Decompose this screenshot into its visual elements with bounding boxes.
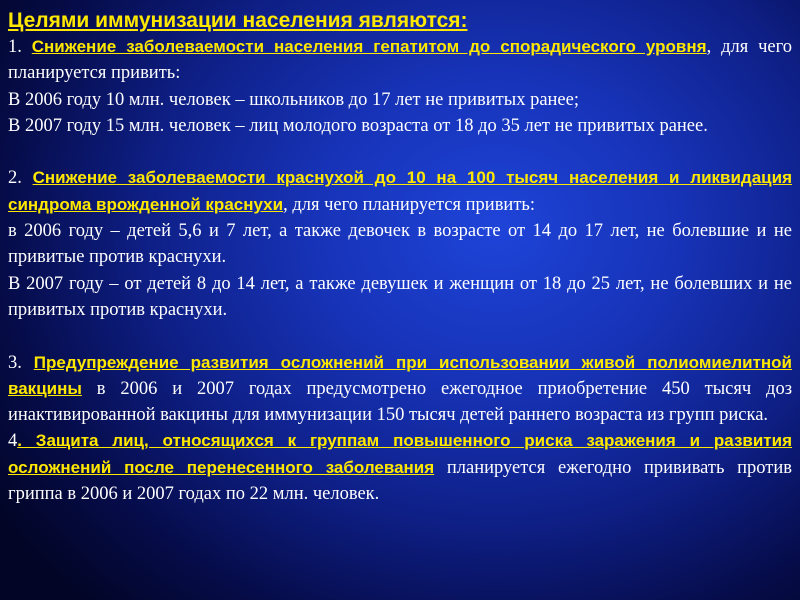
goal-2-detail-1: в 2006 году – детей 5,6 и 7 лет, а также девочек в возрасте от 14 до 17 лет, не болевшие и не привитые против краснухи. <box>8 221 792 268</box>
goal-4-text: планируется ежегодно прививать против гриппа в 2006 и 2007 годах по 22 млн. человек. <box>8 457 793 505</box>
goal-2-text: , для чего планируется привить: <box>283 194 535 215</box>
goal-3-text: в 2006 и 2007 годах предусмотрено ежегодное приобретение 450 тысяч доз инактивированной вакцины для иммунизации 150 тысяч детей раннего возраста из групп риска. <box>8 378 792 426</box>
slide <box>8 8 792 507</box>
spacer <box>8 139 792 165</box>
goal-3-highlight: Предупреждение развития осложнений при использовании живой полиомиелитной вакцины <box>8 352 792 398</box>
goal-1-detail-1: В 2006 году 10 млн. человек – школьников до 17 лет не привитых ранее; <box>8 89 579 110</box>
goal-2-detail-2: В 2007 году – от детей 8 до 14 лет, а также девушек и женщин от 18 до 25 лет, не болевших и не привитых против краснухи. <box>8 273 792 320</box>
spacer <box>8 323 792 349</box>
goal-4 <box>8 428 792 507</box>
goal-1-highlight: Снижение заболеваемости населения гепатитом до спорадического уровня <box>31 37 707 56</box>
goal-3-number: 3. <box>8 352 22 373</box>
goal-4-highlight: . Защита лиц, относящихся к группам повышенного риска заражения и развития осложнений после перенесенного заболевания <box>8 431 792 477</box>
goal-4-number: 4 <box>8 431 18 452</box>
goal-1-text: , для чего планируется привить: <box>8 37 792 84</box>
goal-1-number: 1. <box>8 37 22 57</box>
goal-2-highlight: Снижение заболеваемости краснухой до 10 на 100 тысяч населения и ликвидация синдрома врожденной краснухи <box>8 168 793 214</box>
goal-3 <box>8 350 792 429</box>
goal-2-number: 2. <box>8 168 22 189</box>
goal-1-detail-2: В 2007 году 15 млн. человек – лиц молодого возраста от 18 до 35 лет не привитых ранее. <box>8 115 708 136</box>
goal-2 <box>8 165 792 218</box>
goal-1 <box>8 34 792 87</box>
slide-title: Целями иммунизации населения являются: <box>8 9 468 32</box>
